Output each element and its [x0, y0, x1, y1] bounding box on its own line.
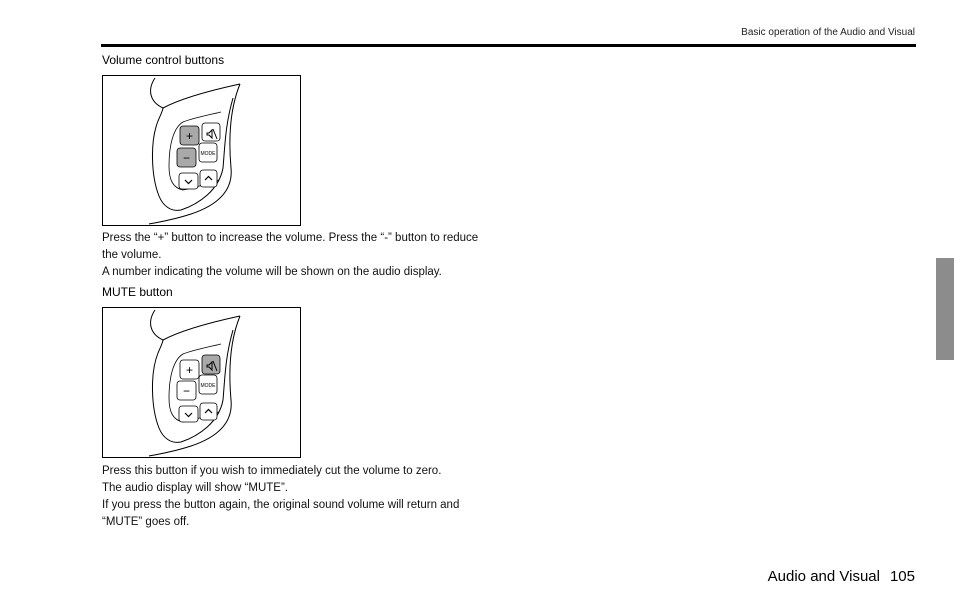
body-text-volume	[102, 230, 492, 281]
up-button	[200, 170, 217, 187]
plus-button	[180, 360, 199, 379]
running-header: Basic operation of the Audio and Visual	[741, 27, 915, 38]
down-button	[179, 173, 198, 189]
page-number: 105	[889, 568, 915, 585]
plus-label: +	[185, 129, 194, 143]
paragraph: Press the “+” button to increase the volume. Press the “-” button to reduce the volume.	[102, 232, 479, 261]
up-button	[200, 403, 217, 420]
mute-button	[202, 355, 220, 374]
mute-button	[202, 123, 220, 141]
mode-label: MODE	[200, 383, 216, 389]
down-button	[179, 406, 198, 422]
minus-label: −	[182, 384, 191, 398]
mode-button	[199, 143, 217, 162]
steering-wheel-rim	[151, 78, 240, 108]
side-tab-marker	[936, 258, 954, 360]
minus-label: −	[182, 151, 191, 165]
figure-volume-buttons	[102, 75, 301, 226]
plus-label: +	[185, 363, 194, 377]
section-title-volume: Volume control buttons	[102, 53, 225, 67]
plus-button	[180, 126, 199, 145]
body-text-mute	[102, 463, 492, 531]
steering-wheel-rim	[151, 310, 240, 340]
paragraph: A number indicating the volume will be shown on the audio display.	[102, 266, 442, 278]
minus-button	[177, 381, 196, 400]
page-footer	[768, 568, 915, 585]
section-title-mute: MUTE button	[102, 285, 173, 299]
paragraph: The audio display will show “MUTE”.	[102, 482, 288, 494]
mode-button	[199, 375, 217, 394]
paragraph: If you press the button again, the original sound volume will return and “MUTE” goes off.	[102, 499, 460, 528]
header-rule	[101, 44, 916, 47]
figure-mute-button	[102, 307, 301, 458]
footer-section-name: Audio and Visual	[767, 568, 880, 585]
mode-label: MODE	[200, 151, 216, 157]
minus-button	[177, 148, 196, 167]
paragraph: Press this button if you wish to immediately cut the volume to zero.	[102, 465, 442, 477]
